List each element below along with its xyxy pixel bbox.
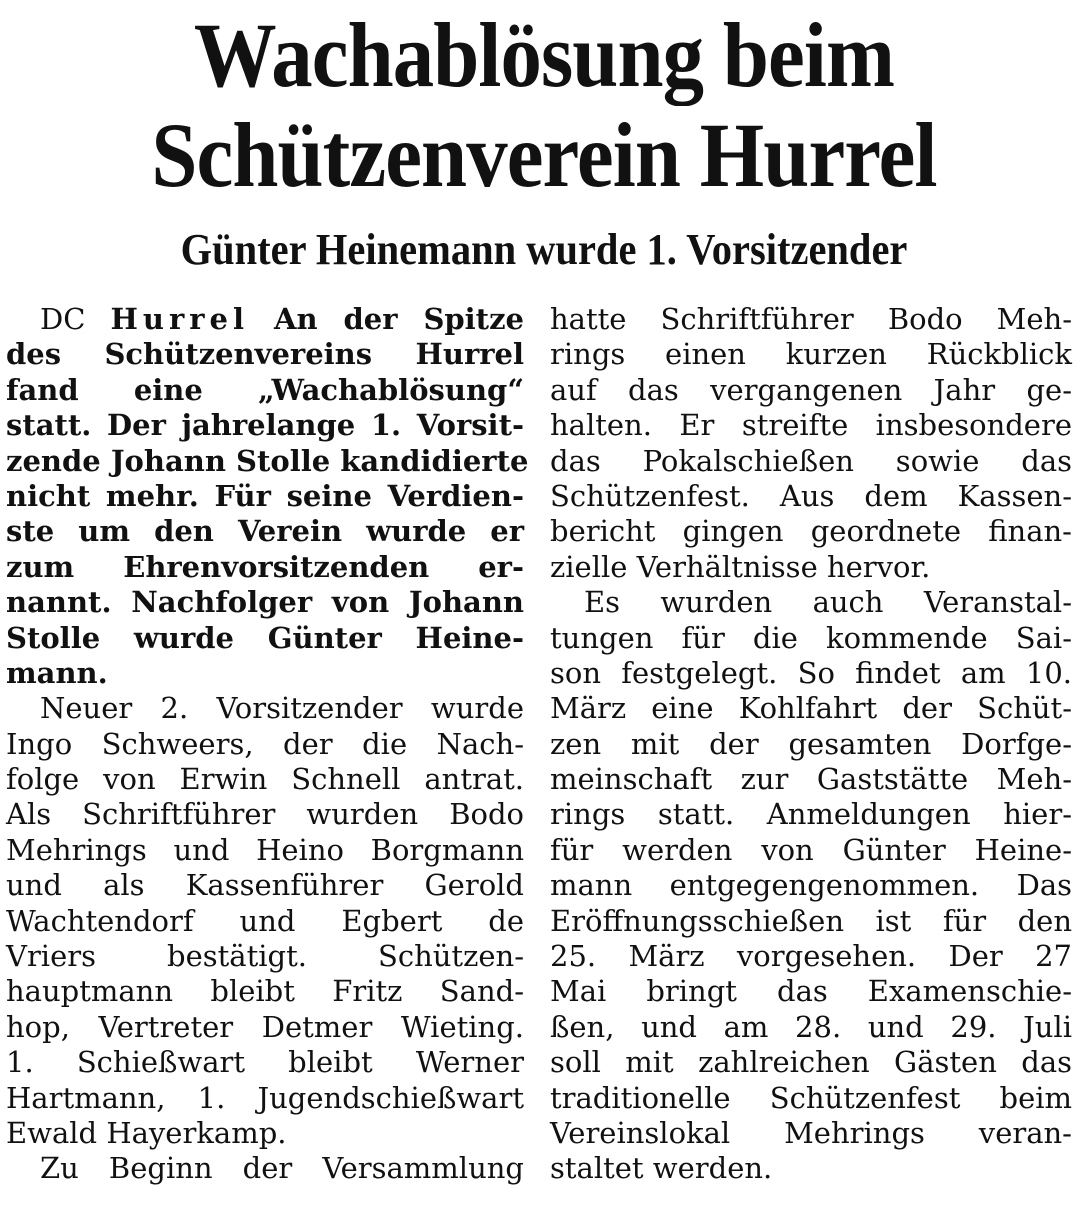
text-line: halten. Er streifte insbesondere — [550, 408, 1072, 443]
article-column-right — [550, 302, 1072, 1187]
text-line: mann entgegengenommen. Das — [550, 868, 1072, 903]
text-line: Vriers bestätigt. Schützen- — [6, 939, 524, 974]
text-line: rings statt. Anmeldungen hier- — [550, 797, 1072, 832]
text-line: Zu Beginn der Versammlung — [40, 1151, 524, 1186]
text-line: 25. März vorgesehen. Der 27 — [550, 939, 1072, 974]
text-line: ßen, und am 28. und 29. Juli — [550, 1009, 1072, 1044]
text-line: meinschaft zur Gaststätte Meh- — [550, 762, 1072, 797]
text-line: Stolle wurde Günter Heine- — [6, 620, 524, 655]
text-line: des Schützenvereins Hurrel — [6, 337, 524, 372]
text-line: Schützenfest. Aus dem Kassen- — [550, 478, 1072, 513]
text-line: Wachtendorf und Egbert de — [6, 903, 524, 938]
text-line: staltet werden. — [550, 1151, 773, 1186]
text-line: Ewald Hayerkamp. — [6, 1115, 287, 1150]
text-line: folge von Erwin Schnell antrat. — [6, 762, 524, 797]
text-line: März eine Kohlfahrt der Schüt- — [550, 691, 1072, 726]
text-line: traditionelle Schützenfest beim — [550, 1080, 1072, 1115]
text-line — [6, 302, 524, 337]
text-line: Mehrings und Heino Borgmann — [6, 832, 524, 867]
text-line: nicht mehr. Für seine Verdien- — [6, 478, 524, 513]
text-line: zielle Verhältnisse hervor. — [550, 549, 931, 584]
headline-line-1: Wachablösung beim — [193, 4, 895, 106]
text-line: bericht gingen geordnete finan- — [550, 514, 1072, 549]
text-line: hatte Schriftführer Bodo Meh- — [550, 302, 1072, 336]
text-line: rings einen kurzen Rückblick — [550, 337, 1072, 372]
headline-line-2: Schützenverein Hurrel — [151, 104, 937, 206]
text-line: mann. — [6, 655, 108, 690]
text-line: und als Kassenführer Gerold — [6, 868, 524, 903]
text-line: zum Ehrenvorsitzenden er- — [6, 549, 524, 584]
text-line: 1. Schießwart bleibt Werner — [6, 1045, 524, 1080]
text-line: Ingo Schweers, der die Nach- — [6, 726, 524, 761]
text-line: nannt. Nachfolger von Johann — [6, 585, 524, 620]
text-line: Neuer 2. Vorsitzender wurde — [40, 691, 524, 726]
dateline-place: Hurrel — [110, 302, 249, 336]
text-line: auf das vergangenen Jahr ge- — [550, 372, 1072, 407]
text-line: fand eine „Wachablösung“ — [6, 372, 524, 407]
article-column-left — [6, 302, 529, 1187]
text-line: Hartmann, 1. Jugendschießwart — [6, 1080, 524, 1115]
text-line: statt. Der jahrelange 1. Vorsit- — [6, 408, 524, 443]
text-line: zen mit der gesamten Dorfge- — [550, 726, 1072, 761]
text-line: son festgelegt. So findet am 10. — [550, 655, 1072, 690]
text-line: Mai bringt das Examenschie- — [550, 974, 1072, 1009]
text-line: hauptmann bleibt Fritz Sand- — [6, 974, 524, 1009]
text-line: ste um den Verein wurde er — [6, 514, 524, 549]
lead-text: An der Spitze — [274, 302, 524, 336]
subheadline: Günter Heinemann wurde 1. Vorsitzender — [180, 225, 908, 274]
text-line: Als Schriftführer wurden Bodo — [6, 797, 524, 832]
text-line: hop, Vertreter Detmer Wieting. — [6, 1009, 524, 1044]
text-line: soll mit zahlreichen Gästen das — [550, 1045, 1072, 1080]
text-line: für werden von Günter Heine- — [550, 832, 1072, 867]
text-line: tungen für die kommende Sai- — [550, 620, 1072, 655]
text-line: zende Johann Stolle kandidierte — [6, 443, 529, 478]
text-line: Vereinslokal Mehrings veran- — [550, 1115, 1072, 1150]
dateline-source: DC — [40, 302, 86, 336]
text-line: das Pokalschießen sowie das — [550, 443, 1072, 478]
text-line: Es wurden auch Veranstal- — [584, 585, 1072, 620]
text-line: Eröffnungsschießen ist für den — [550, 903, 1072, 938]
